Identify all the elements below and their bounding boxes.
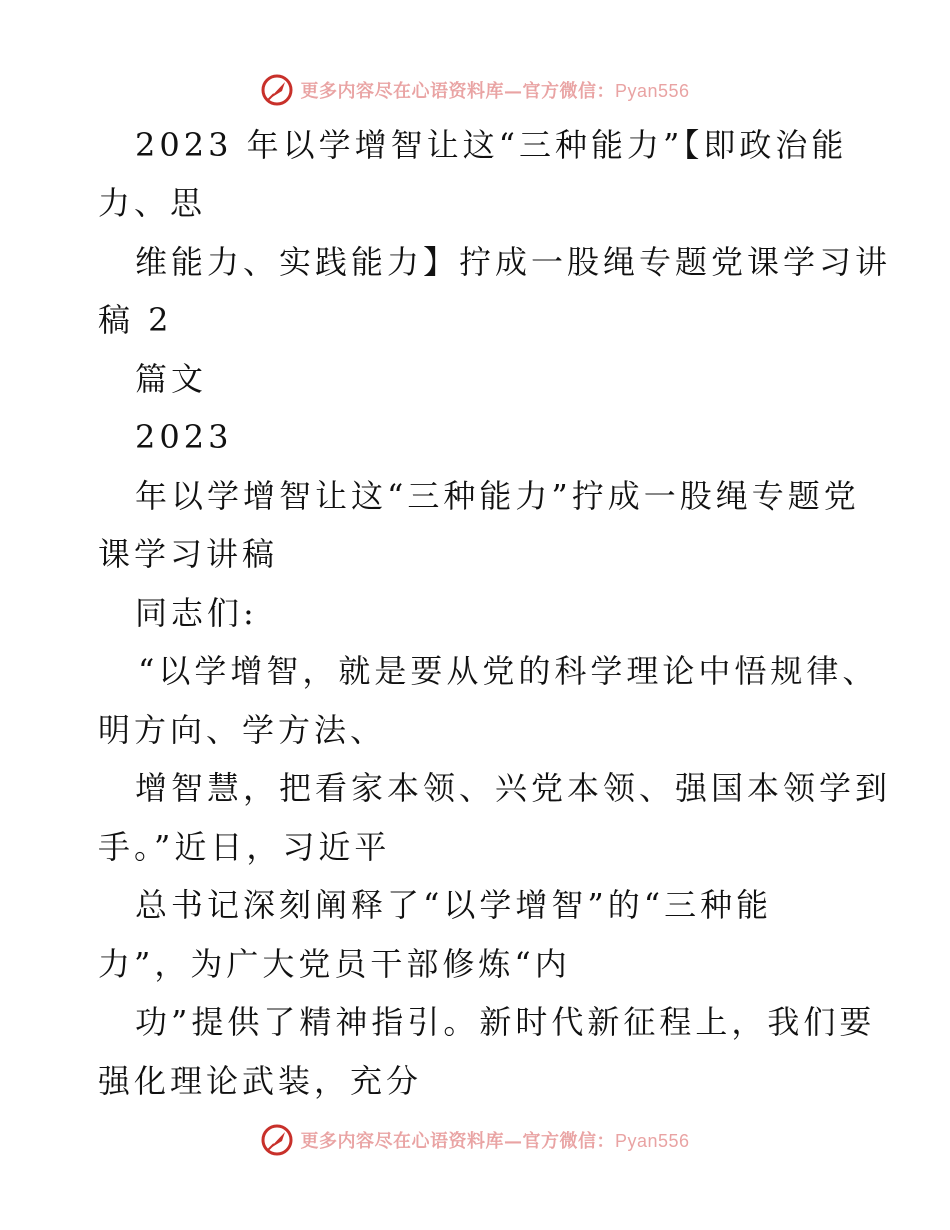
text-line: 明方向、学方法、 xyxy=(98,711,387,749)
text-line: 力”，为广大党员干部修炼“内 xyxy=(98,945,571,983)
footer-watermark xyxy=(0,1120,950,1160)
text-line: 手。”近日，习近平 xyxy=(98,828,391,866)
text-line: 增智慧，把看家本领、兴党本领、强国本领学到 xyxy=(135,769,892,807)
quill-logo-icon xyxy=(260,73,294,107)
text-line: 功”提供了精神指引。新时代新征程上，我们要 xyxy=(135,1003,876,1041)
text-line: 总书记深刻阐释了“以学增智”的“三种能 xyxy=(135,886,773,924)
text-line: 强化理论武装，充分 xyxy=(98,1062,423,1100)
text-line: 篇文 xyxy=(135,360,208,398)
text-line: 稿 2 xyxy=(98,301,173,339)
text-line: 同志们: xyxy=(135,594,258,632)
text-line: 力、思 xyxy=(98,184,207,222)
watermark-text: 更多内容尽在心语资料库—官方微信：Pyan556 xyxy=(300,1131,690,1152)
header-watermark xyxy=(0,70,950,110)
text-line: 2023 年以学增智让这“三种能力”【即政治能 xyxy=(135,126,848,164)
text-line: “以学增智，就是要从党的科学理论中悟规律、 xyxy=(138,652,879,690)
watermark-text: 更多内容尽在心语资料库—官方微信：Pyan556 xyxy=(300,81,690,102)
quill-logo-icon xyxy=(260,1123,294,1157)
text-line: 年以学增智让这“三种能力”拧成一股绳专题党 xyxy=(135,477,860,515)
text-line: 课学习讲稿 xyxy=(98,535,279,573)
text-line: 2023 xyxy=(135,418,233,456)
text-line: 维能力、实践能力】拧成一股绳专题党课学习讲 xyxy=(135,243,892,281)
